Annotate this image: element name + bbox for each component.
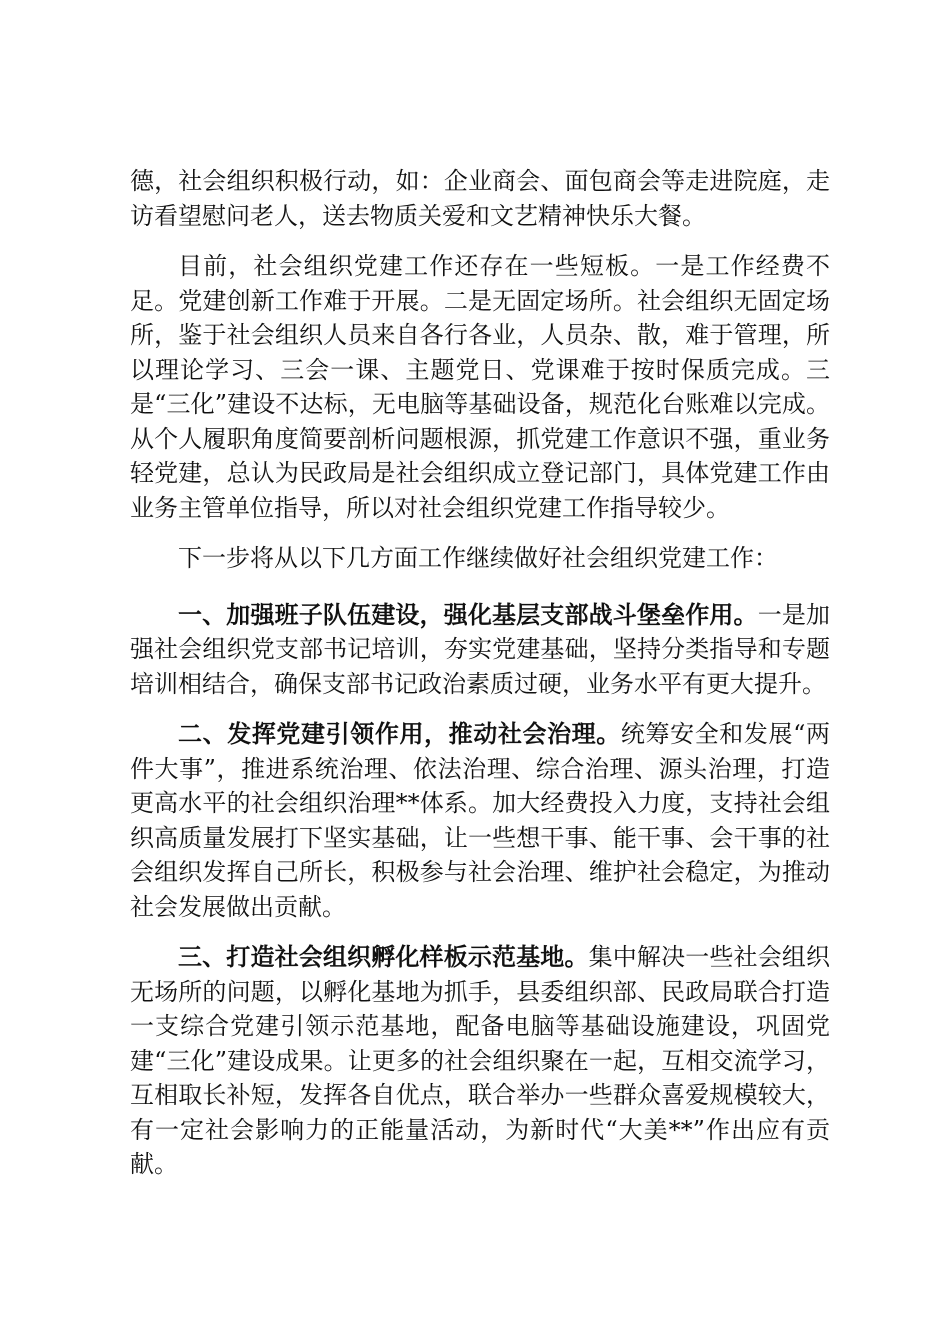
paragraph-text: 下一步将从以下几方面工作继续做好社会组织党建工作：: [178, 544, 778, 572]
paragraph-text: 一是加强社会组织党支部书记培训，夯实党建基础，坚持分类指导和专题培训相结合，确保支部书记政治素质过硬，业务水平有更大提升。: [130, 600, 831, 698]
paragraph-point-two: [130, 717, 830, 924]
paragraph-point-one: [130, 598, 830, 702]
paragraph-point-three: [130, 940, 830, 1182]
paragraph-text: 统筹安全和发展“两件大事”，推进系统治理、依法治理、综合治理、源头治理，打造更高水平的社会组织治理**体系。加大经费投入力度，支持社会组织高质量发展打下坚实基础，让一些想干事、能干事、会干事的社会组织发挥自己所长，积极参与社会治理、维护社会稳定，为推动社会发展做出贡献。: [130, 720, 830, 921]
paragraph-text: 目前，社会组织党建工作还存在一些短板。一是工作经费不足。党建创新工作难于开展。二是无固定场所。社会组织无固定场所，鉴于社会组织人员来自各行各业，人员杂、散，难于管理，所以理论学习、三会一课、主题党日、党课难于按时保质完成。三是“三化”建设不达标，无电脑等基础设备，规范化台账难以完成。从个人履职角度简要剖析问题根源，抓党建工作意识不强，重业务轻党建，总认为民政局是社会组织成立登记部门，具体党建工作由业务主管单位指导，所以对社会组织党建工作指导较少。: [130, 252, 830, 522]
point-heading: 一、加强班子队伍建设，强化基层支部战斗堡垒作用。: [178, 600, 758, 629]
paragraph-text: 集中解决一些社会组织无场所的问题，以孵化基地为抓手，县委组织部、民政局联合打造一支综合党建引领示范基地，配备电脑等基础设施建设，巩固党建“三化”建设成果。让更多的社会组织聚在一起，互相交流学习，互相取长补短，发挥各自优点，联合举办一些群众喜爱规模较大，有一定社会影响力的正能量活动，为新时代“大美**”作出应有贡献。: [130, 943, 831, 1178]
paragraph-text: 德，社会组织积极行动，如：企业商会、面包商会等走进院庭，走访看望慰问老人，送去物质关爱和文艺精神快乐大餐。: [130, 167, 830, 230]
paragraph-next-steps-intro: [130, 541, 830, 576]
document-page: [130, 164, 830, 1198]
paragraph-shortcomings: [130, 249, 830, 525]
paragraph-continued: [130, 164, 830, 233]
point-heading: 三、打造社会组织孵化样板示范基地。: [178, 943, 589, 971]
point-heading: 二、发挥党建引领作用，推动社会治理。: [178, 720, 621, 748]
